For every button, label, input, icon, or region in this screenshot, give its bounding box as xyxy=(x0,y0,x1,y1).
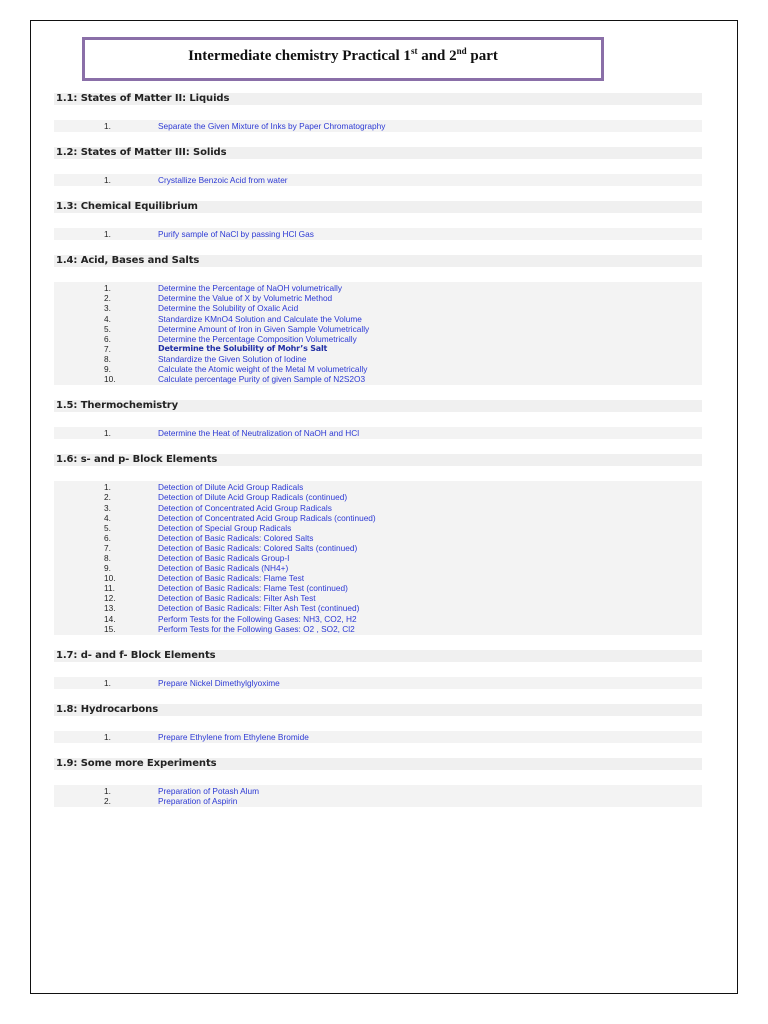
list-item xyxy=(54,786,702,796)
item-link[interactable]: Determine the Percentage of NaOH volumetrically xyxy=(158,283,342,294)
list-item xyxy=(54,482,702,492)
item-link[interactable]: Preparation of Aspirin xyxy=(158,796,238,806)
item-link[interactable]: Perform Tests for the Following Gases: O2 , SO2, Cl2 xyxy=(158,623,355,634)
item-link[interactable]: Standardize the Given Solution of Iodine xyxy=(158,353,307,364)
list-item xyxy=(54,583,702,593)
item-number: 1. xyxy=(104,677,111,688)
section-heading: 1.6: s- and p- Block Elements xyxy=(54,454,702,466)
item-list xyxy=(54,120,702,132)
item-link[interactable]: Detection of Basic Radicals: Colored Salts (continued) xyxy=(158,542,358,553)
section-heading: 1.5: Thermochemistry xyxy=(54,400,702,412)
section-heading: 1.2: States of Matter III: Solids xyxy=(54,147,702,159)
item-link[interactable]: Crystallize Benzoic Acid from water xyxy=(158,175,288,186)
item-link[interactable]: Standardize KMnO4 Solution and Calculate the Volume xyxy=(158,313,362,324)
item-link[interactable]: Detection of Basic Radicals: Colored Salts xyxy=(158,532,314,543)
item-link[interactable]: Determine the Heat of Neutralization of NaOH and HCl xyxy=(158,428,360,439)
list-item xyxy=(54,283,702,293)
list-item xyxy=(54,303,702,313)
item-number: 14. xyxy=(104,613,116,624)
item-link[interactable]: Detection of Concentrated Acid Group Radicals (continued) xyxy=(158,512,376,523)
item-number: 1. xyxy=(104,785,111,796)
section-heading: 1.9: Some more Experiments xyxy=(54,758,702,770)
section-heading: 1.3: Chemical Equilibrium xyxy=(54,201,702,213)
section xyxy=(54,704,702,743)
list-item xyxy=(54,229,702,239)
list-item xyxy=(54,121,702,131)
item-list xyxy=(54,174,702,186)
item-number: 1. xyxy=(104,428,111,439)
item-list xyxy=(54,427,702,439)
item-number: 1. xyxy=(104,175,111,186)
item-link[interactable]: Calculate percentage Purity of given Sample of N2S2O3 xyxy=(158,374,366,385)
item-number: 12. xyxy=(104,593,116,604)
item-link[interactable]: Determine the Value of X by Volumetric Method xyxy=(158,293,333,304)
list-item xyxy=(54,503,702,513)
item-number: 2. xyxy=(104,796,111,806)
list-item xyxy=(54,314,702,324)
item-number: 5. xyxy=(104,522,111,533)
item-number: 1. xyxy=(104,731,111,742)
item-number: 4. xyxy=(104,313,111,324)
item-link[interactable]: Detection of Dilute Acid Group Radicals xyxy=(158,482,304,493)
item-list xyxy=(54,677,702,689)
item-list xyxy=(54,228,702,240)
section xyxy=(54,255,702,385)
section-heading: 1.7: d- and f- Block Elements xyxy=(54,650,702,662)
item-link[interactable]: Prepare Nickel Dimethylglyoxime xyxy=(158,677,280,688)
list-item xyxy=(54,732,702,742)
item-link[interactable]: Determine the Solubility of Mohr’s Salt xyxy=(158,343,328,353)
section xyxy=(54,201,702,240)
item-number: 2. xyxy=(104,492,111,503)
list-item xyxy=(54,364,702,374)
item-number: 5. xyxy=(104,323,111,334)
list-item xyxy=(54,428,702,438)
item-number: 7. xyxy=(104,542,111,553)
list-item xyxy=(54,543,702,553)
item-link[interactable]: Detection of Special Group Radicals xyxy=(158,522,292,533)
item-number: 3. xyxy=(104,303,111,314)
item-number: 9. xyxy=(104,364,111,375)
list-item xyxy=(54,624,702,634)
list-item xyxy=(54,175,702,185)
item-number: 11. xyxy=(104,583,115,594)
document-title: Intermediate chemistry Practical 1st and 2nd part xyxy=(82,37,604,81)
item-number: 1. xyxy=(104,229,111,240)
item-link[interactable]: Detection of Dilute Acid Group Radicals (continued) xyxy=(158,492,348,503)
item-number: 10. xyxy=(104,573,116,584)
item-link[interactable]: Determine Amount of Iron in Given Sample Volumetrically xyxy=(158,323,370,334)
item-link[interactable]: Detection of Basic Radicals: Flame Test (continued) xyxy=(158,583,348,594)
list-item xyxy=(54,614,702,624)
list-item xyxy=(54,374,702,384)
item-number: 2. xyxy=(104,293,111,304)
item-number: 8. xyxy=(104,552,111,563)
list-item xyxy=(54,293,702,303)
list-item xyxy=(54,796,702,806)
item-number: 13. xyxy=(104,603,116,614)
item-link[interactable]: Determine the Percentage Composition Volumetrically xyxy=(158,333,357,344)
list-item xyxy=(54,334,702,344)
item-link[interactable]: Calculate the Atomic weight of the Metal M volumetrically xyxy=(158,364,368,375)
list-item xyxy=(54,533,702,543)
item-link[interactable]: Purify sample of NaCl by passing HCl Gas xyxy=(158,229,314,240)
item-number: 8. xyxy=(104,353,111,364)
item-link[interactable]: Perform Tests for the Following Gases: NH3, CO2, H2 xyxy=(158,613,357,624)
item-list xyxy=(54,282,702,385)
section xyxy=(54,147,702,186)
item-number: 10. xyxy=(104,374,116,385)
list-item xyxy=(54,563,702,573)
section xyxy=(54,650,702,689)
item-link[interactable]: Prepare Ethylene from Ethylene Bromide xyxy=(158,731,309,742)
section xyxy=(54,454,702,634)
list-item xyxy=(54,573,702,583)
section xyxy=(54,400,702,439)
item-number: 6. xyxy=(104,333,111,344)
item-link[interactable]: Preparation of Potash Alum xyxy=(158,785,260,796)
item-number: 1. xyxy=(104,283,111,294)
item-list xyxy=(54,731,702,743)
item-number: 4. xyxy=(104,512,111,523)
list-item xyxy=(54,492,702,502)
list-item xyxy=(54,553,702,563)
item-link[interactable]: Detection of Basic Radicals: Filter Ash Test xyxy=(158,593,316,604)
item-link[interactable]: Detection of Basic Radicals Group-I xyxy=(158,552,290,563)
section xyxy=(54,93,702,132)
item-link[interactable]: Detection of Basic Radicals (NH4+) xyxy=(158,563,289,574)
section-heading: 1.1: States of Matter II: Liquids xyxy=(54,93,702,105)
item-link[interactable]: Separate the Given Mixture of Inks by Paper Chromatography xyxy=(158,121,386,131)
item-number: 3. xyxy=(104,502,111,513)
item-link[interactable]: Determine the Solubility of Oxalic Acid xyxy=(158,303,299,314)
item-number: 9. xyxy=(104,563,111,574)
experiment-list xyxy=(54,93,702,822)
item-number: 15. xyxy=(104,623,116,634)
list-item xyxy=(54,678,702,688)
item-list xyxy=(54,785,702,807)
section-heading: 1.8: Hydrocarbons xyxy=(54,704,702,716)
list-item xyxy=(54,513,702,523)
item-number: 6. xyxy=(104,532,111,543)
item-number: 1. xyxy=(104,482,111,493)
item-number: 7. xyxy=(104,343,111,354)
list-item xyxy=(54,523,702,533)
list-item xyxy=(54,324,702,334)
item-link[interactable]: Detection of Concentrated Acid Group Radicals xyxy=(158,502,332,513)
list-item xyxy=(54,344,702,354)
section xyxy=(54,758,702,807)
list-item xyxy=(54,593,702,603)
item-link[interactable]: Detection of Basic Radicals: Flame Test xyxy=(158,573,305,584)
list-item xyxy=(54,354,702,364)
item-link[interactable]: Detection of Basic Radicals: Filter Ash Test (continued) xyxy=(158,603,360,614)
list-item xyxy=(54,603,702,613)
section-heading: 1.4: Acid, Bases and Salts xyxy=(54,255,702,267)
item-list xyxy=(54,481,702,634)
item-number: 1. xyxy=(104,121,111,131)
